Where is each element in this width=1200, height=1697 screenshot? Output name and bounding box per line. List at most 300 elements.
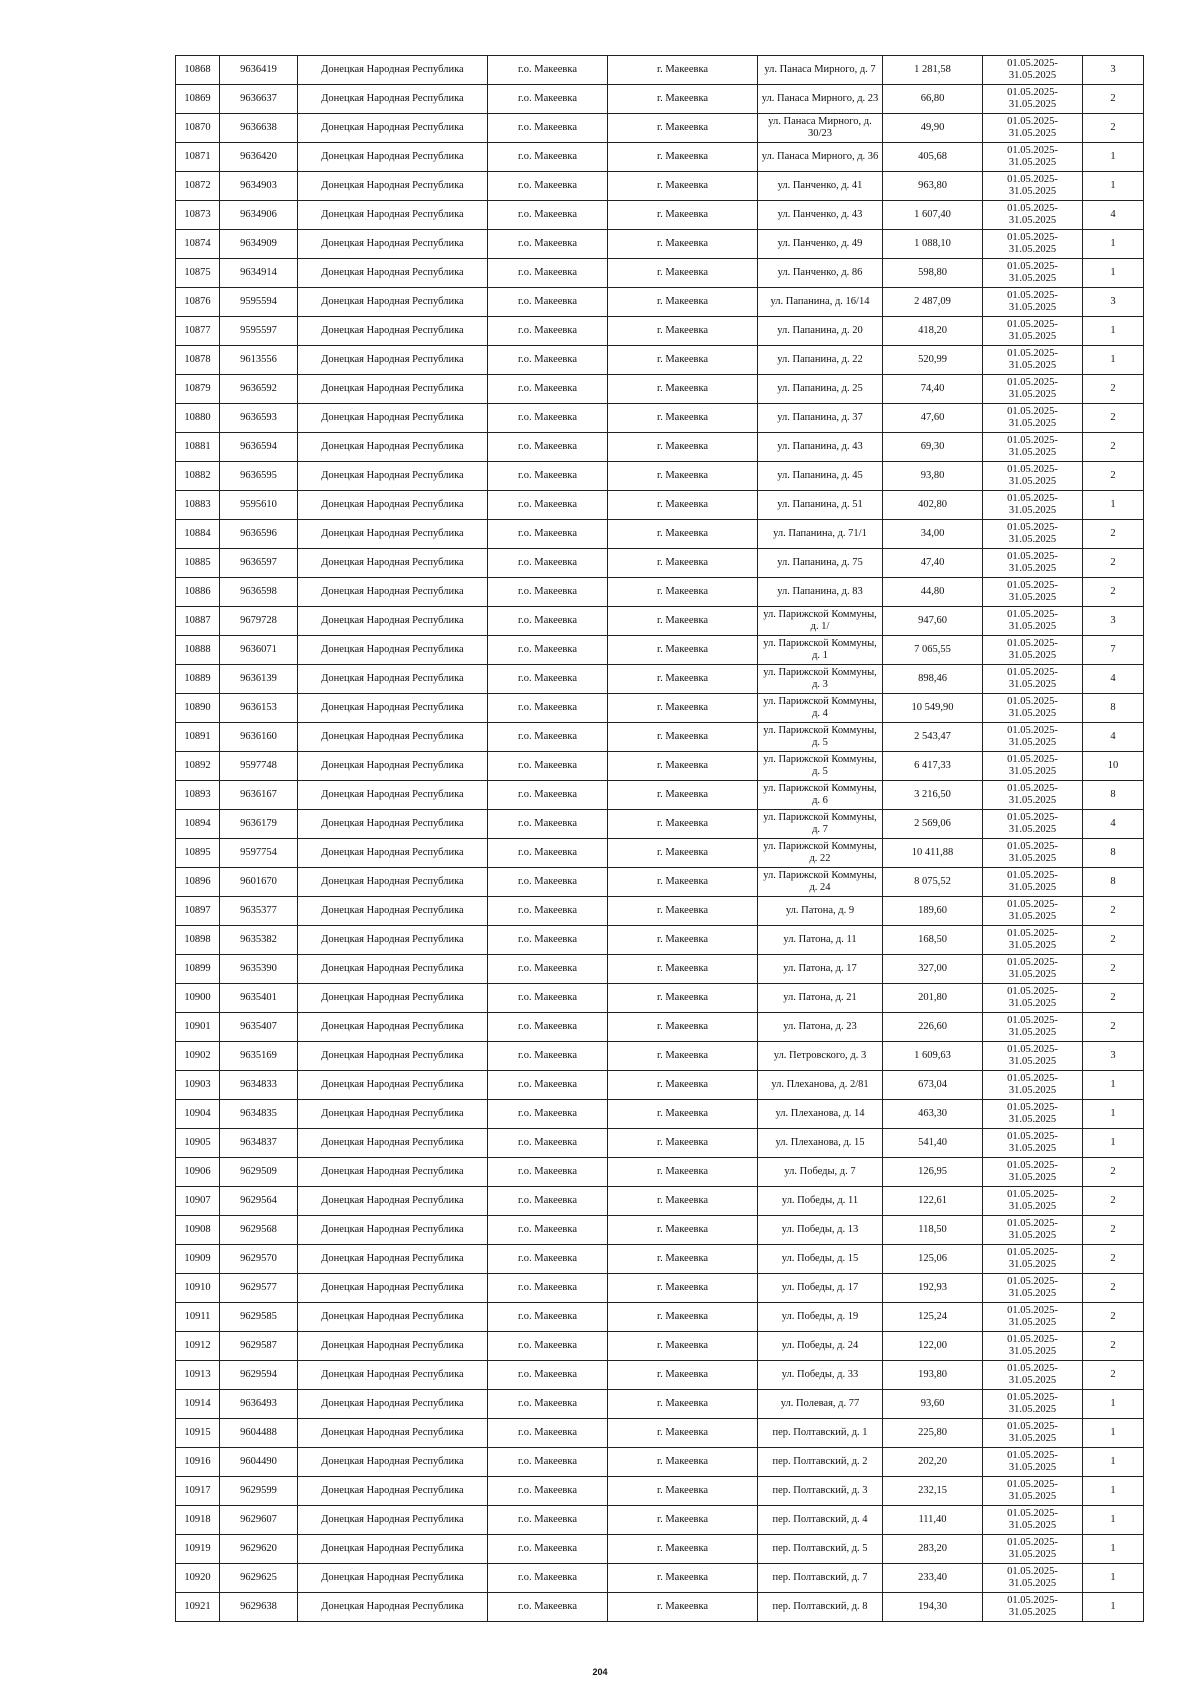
cell-city: г. Макеевка <box>608 1535 758 1564</box>
cell-row-number: 10868 <box>176 56 220 85</box>
cell-object-id: 9634835 <box>220 1100 298 1129</box>
cell-object-id: 9635407 <box>220 1013 298 1042</box>
cell-address: ул. Парижской Коммуны, д. 5 <box>758 752 883 781</box>
cell-period: 01.05.2025- 31.05.2025 <box>983 259 1083 288</box>
cell-area: 418,20 <box>883 317 983 346</box>
cell-object-id: 9597754 <box>220 839 298 868</box>
cell-city: г. Макеевка <box>608 1564 758 1593</box>
cell-period: 01.05.2025- 31.05.2025 <box>983 317 1083 346</box>
cell-object-id: 9595610 <box>220 491 298 520</box>
cell-period: 01.05.2025- 31.05.2025 <box>983 1448 1083 1477</box>
cell-count: 2 <box>1083 984 1144 1013</box>
cell-address: ул. Патона, д. 21 <box>758 984 883 1013</box>
cell-region: Донецкая Народная Республика <box>298 723 488 752</box>
cell-city: г. Макеевка <box>608 1100 758 1129</box>
cell-period: 01.05.2025- 31.05.2025 <box>983 346 1083 375</box>
cell-region: Донецкая Народная Республика <box>298 984 488 1013</box>
cell-city: г. Макеевка <box>608 810 758 839</box>
cell-object-id: 9634903 <box>220 172 298 201</box>
cell-city: г. Макеевка <box>608 549 758 578</box>
cell-region: Донецкая Народная Республика <box>298 172 488 201</box>
cell-region: Донецкая Народная Республика <box>298 926 488 955</box>
cell-object-id: 9635169 <box>220 1042 298 1071</box>
cell-period: 01.05.2025- 31.05.2025 <box>983 1593 1083 1622</box>
cell-municipality: г.о. Макеевка <box>488 56 608 85</box>
cell-period: 01.05.2025- 31.05.2025 <box>983 665 1083 694</box>
cell-address: ул. Папанина, д. 16/14 <box>758 288 883 317</box>
cell-address: ул. Полевая, д. 77 <box>758 1390 883 1419</box>
cell-row-number: 10892 <box>176 752 220 781</box>
cell-count: 2 <box>1083 578 1144 607</box>
cell-area: 233,40 <box>883 1564 983 1593</box>
table-row <box>176 1332 1144 1361</box>
table-row <box>176 1361 1144 1390</box>
cell-region: Донецкая Народная Республика <box>298 1419 488 1448</box>
cell-count: 1 <box>1083 317 1144 346</box>
cell-count: 1 <box>1083 491 1144 520</box>
cell-row-number: 10909 <box>176 1245 220 1274</box>
cell-region: Донецкая Народная Республика <box>298 1129 488 1158</box>
cell-region: Донецкая Народная Республика <box>298 665 488 694</box>
cell-object-id: 9629564 <box>220 1187 298 1216</box>
cell-count: 2 <box>1083 1332 1144 1361</box>
cell-object-id: 9634914 <box>220 259 298 288</box>
cell-period: 01.05.2025- 31.05.2025 <box>983 636 1083 665</box>
cell-object-id: 9629594 <box>220 1361 298 1390</box>
cell-object-id: 9595597 <box>220 317 298 346</box>
cell-address: ул. Папанина, д. 43 <box>758 433 883 462</box>
cell-municipality: г.о. Макеевка <box>488 1100 608 1129</box>
cell-city: г. Макеевка <box>608 404 758 433</box>
cell-object-id: 9636592 <box>220 375 298 404</box>
cell-count: 1 <box>1083 1564 1144 1593</box>
cell-municipality: г.о. Макеевка <box>488 955 608 984</box>
cell-row-number: 10911 <box>176 1303 220 1332</box>
table-row <box>176 578 1144 607</box>
cell-municipality: г.о. Макеевка <box>488 926 608 955</box>
registry-table-body <box>176 56 1144 1622</box>
cell-city: г. Макеевка <box>608 636 758 665</box>
cell-municipality: г.о. Макеевка <box>488 172 608 201</box>
cell-row-number: 10899 <box>176 955 220 984</box>
cell-city: г. Макеевка <box>608 781 758 810</box>
table-row <box>176 1187 1144 1216</box>
cell-period: 01.05.2025- 31.05.2025 <box>983 1100 1083 1129</box>
cell-region: Донецкая Народная Республика <box>298 56 488 85</box>
cell-row-number: 10921 <box>176 1593 220 1622</box>
cell-period: 01.05.2025- 31.05.2025 <box>983 1216 1083 1245</box>
cell-municipality: г.о. Макеевка <box>488 1506 608 1535</box>
cell-municipality: г.о. Макеевка <box>488 897 608 926</box>
cell-count: 4 <box>1083 201 1144 230</box>
cell-count: 2 <box>1083 462 1144 491</box>
cell-count: 10 <box>1083 752 1144 781</box>
cell-region: Донецкая Народная Республика <box>298 1071 488 1100</box>
cell-period: 01.05.2025- 31.05.2025 <box>983 1506 1083 1535</box>
cell-count: 2 <box>1083 1187 1144 1216</box>
cell-object-id: 9634906 <box>220 201 298 230</box>
table-row <box>176 665 1144 694</box>
table-row <box>176 259 1144 288</box>
table-row <box>176 201 1144 230</box>
cell-region: Донецкая Народная Республика <box>298 346 488 375</box>
cell-object-id: 9636139 <box>220 665 298 694</box>
cell-region: Донецкая Народная Республика <box>298 1303 488 1332</box>
cell-address: ул. Панченко, д. 49 <box>758 230 883 259</box>
cell-region: Донецкая Народная Республика <box>298 85 488 114</box>
cell-municipality: г.о. Макеевка <box>488 694 608 723</box>
cell-period: 01.05.2025- 31.05.2025 <box>983 1129 1083 1158</box>
cell-count: 2 <box>1083 955 1144 984</box>
cell-city: г. Макеевка <box>608 723 758 752</box>
cell-count: 1 <box>1083 1448 1144 1477</box>
cell-city: г. Макеевка <box>608 984 758 1013</box>
cell-address: ул. Папанина, д. 75 <box>758 549 883 578</box>
table-row <box>176 462 1144 491</box>
cell-municipality: г.о. Макеевка <box>488 665 608 694</box>
cell-area: 93,80 <box>883 462 983 491</box>
cell-object-id: 9629568 <box>220 1216 298 1245</box>
cell-period: 01.05.2025- 31.05.2025 <box>983 404 1083 433</box>
cell-region: Донецкая Народная Республика <box>298 1274 488 1303</box>
cell-object-id: 9636638 <box>220 114 298 143</box>
cell-row-number: 10891 <box>176 723 220 752</box>
cell-municipality: г.о. Макеевка <box>488 1042 608 1071</box>
cell-period: 01.05.2025- 31.05.2025 <box>983 1013 1083 1042</box>
cell-period: 01.05.2025- 31.05.2025 <box>983 143 1083 172</box>
table-row <box>176 1564 1144 1593</box>
cell-count: 1 <box>1083 1477 1144 1506</box>
cell-object-id: 9636493 <box>220 1390 298 1419</box>
table-row <box>176 636 1144 665</box>
cell-period: 01.05.2025- 31.05.2025 <box>983 1332 1083 1361</box>
table-row <box>176 1419 1144 1448</box>
cell-address: ул. Победы, д. 17 <box>758 1274 883 1303</box>
cell-row-number: 10880 <box>176 404 220 433</box>
cell-city: г. Макеевка <box>608 491 758 520</box>
cell-count: 2 <box>1083 520 1144 549</box>
cell-address: пер. Полтавский, д. 5 <box>758 1535 883 1564</box>
cell-count: 1 <box>1083 1100 1144 1129</box>
cell-city: г. Макеевка <box>608 1506 758 1535</box>
cell-period: 01.05.2025- 31.05.2025 <box>983 926 1083 955</box>
cell-city: г. Макеевка <box>608 433 758 462</box>
cell-period: 01.05.2025- 31.05.2025 <box>983 433 1083 462</box>
cell-area: 10 411,88 <box>883 839 983 868</box>
cell-city: г. Макеевка <box>608 1477 758 1506</box>
cell-region: Донецкая Народная Республика <box>298 549 488 578</box>
cell-municipality: г.о. Макеевка <box>488 636 608 665</box>
cell-city: г. Макеевка <box>608 1216 758 1245</box>
cell-period: 01.05.2025- 31.05.2025 <box>983 694 1083 723</box>
cell-count: 8 <box>1083 781 1144 810</box>
cell-row-number: 10898 <box>176 926 220 955</box>
cell-region: Донецкая Народная Республика <box>298 752 488 781</box>
cell-row-number: 10870 <box>176 114 220 143</box>
cell-period: 01.05.2025- 31.05.2025 <box>983 578 1083 607</box>
table-row <box>176 694 1144 723</box>
table-row <box>176 810 1144 839</box>
cell-row-number: 10903 <box>176 1071 220 1100</box>
table-row <box>176 288 1144 317</box>
cell-address: пер. Полтавский, д. 7 <box>758 1564 883 1593</box>
cell-address: ул. Патона, д. 23 <box>758 1013 883 1042</box>
table-row <box>176 114 1144 143</box>
table-row <box>176 926 1144 955</box>
cell-row-number: 10894 <box>176 810 220 839</box>
cell-object-id: 9629585 <box>220 1303 298 1332</box>
cell-region: Донецкая Народная Республика <box>298 1332 488 1361</box>
cell-region: Донецкая Народная Республика <box>298 230 488 259</box>
cell-city: г. Макеевка <box>608 1187 758 1216</box>
cell-city: г. Макеевка <box>608 1332 758 1361</box>
cell-address: ул. Победы, д. 7 <box>758 1158 883 1187</box>
cell-municipality: г.о. Макеевка <box>488 1361 608 1390</box>
cell-object-id: 9634833 <box>220 1071 298 1100</box>
cell-period: 01.05.2025- 31.05.2025 <box>983 781 1083 810</box>
cell-count: 2 <box>1083 375 1144 404</box>
cell-object-id: 9604490 <box>220 1448 298 1477</box>
cell-area: 93,60 <box>883 1390 983 1419</box>
cell-municipality: г.о. Макеевка <box>488 549 608 578</box>
cell-count: 2 <box>1083 1216 1144 1245</box>
cell-region: Донецкая Народная Республика <box>298 1100 488 1129</box>
table-row <box>176 752 1144 781</box>
cell-area: 327,00 <box>883 955 983 984</box>
cell-municipality: г.о. Макеевка <box>488 462 608 491</box>
table-row <box>176 85 1144 114</box>
cell-row-number: 10906 <box>176 1158 220 1187</box>
cell-area: 125,24 <box>883 1303 983 1332</box>
cell-address: ул. Панченко, д. 86 <box>758 259 883 288</box>
cell-address: ул. Панаса Мирного, д. 36 <box>758 143 883 172</box>
cell-address: ул. Панаса Мирного, д. 7 <box>758 56 883 85</box>
cell-area: 47,60 <box>883 404 983 433</box>
cell-object-id: 9636153 <box>220 694 298 723</box>
cell-address: пер. Полтавский, д. 8 <box>758 1593 883 1622</box>
cell-count: 4 <box>1083 665 1144 694</box>
cell-period: 01.05.2025- 31.05.2025 <box>983 1042 1083 1071</box>
cell-row-number: 10878 <box>176 346 220 375</box>
table-row <box>176 56 1144 85</box>
cell-municipality: г.о. Макеевка <box>488 1332 608 1361</box>
cell-region: Донецкая Народная Республика <box>298 897 488 926</box>
cell-area: 7 065,55 <box>883 636 983 665</box>
cell-municipality: г.о. Макеевка <box>488 1013 608 1042</box>
cell-period: 01.05.2025- 31.05.2025 <box>983 85 1083 114</box>
cell-count: 2 <box>1083 1303 1144 1332</box>
cell-city: г. Макеевка <box>608 1448 758 1477</box>
cell-row-number: 10877 <box>176 317 220 346</box>
cell-area: 189,60 <box>883 897 983 926</box>
cell-region: Донецкая Народная Республика <box>298 607 488 636</box>
cell-row-number: 10918 <box>176 1506 220 1535</box>
table-row <box>176 1506 1144 1535</box>
cell-area: 193,80 <box>883 1361 983 1390</box>
cell-row-number: 10889 <box>176 665 220 694</box>
cell-area: 1 609,63 <box>883 1042 983 1071</box>
cell-area: 283,20 <box>883 1535 983 1564</box>
cell-object-id: 9629625 <box>220 1564 298 1593</box>
table-row <box>176 839 1144 868</box>
cell-row-number: 10902 <box>176 1042 220 1071</box>
cell-period: 01.05.2025- 31.05.2025 <box>983 810 1083 839</box>
cell-municipality: г.о. Макеевка <box>488 868 608 897</box>
cell-object-id: 9634909 <box>220 230 298 259</box>
cell-region: Донецкая Народная Республика <box>298 1245 488 1274</box>
cell-count: 2 <box>1083 1013 1144 1042</box>
cell-address: ул. Панаса Мирного, д. 23 <box>758 85 883 114</box>
cell-row-number: 10873 <box>176 201 220 230</box>
cell-object-id: 9636420 <box>220 143 298 172</box>
cell-period: 01.05.2025- 31.05.2025 <box>983 1390 1083 1419</box>
cell-municipality: г.о. Макеевка <box>488 288 608 317</box>
cell-area: 69,30 <box>883 433 983 462</box>
cell-address: пер. Полтавский, д. 2 <box>758 1448 883 1477</box>
cell-address: ул. Победы, д. 33 <box>758 1361 883 1390</box>
cell-address: ул. Парижской Коммуны, д. 1/ <box>758 607 883 636</box>
cell-period: 01.05.2025- 31.05.2025 <box>983 1187 1083 1216</box>
cell-region: Донецкая Народная Республика <box>298 288 488 317</box>
cell-object-id: 9636419 <box>220 56 298 85</box>
cell-period: 01.05.2025- 31.05.2025 <box>983 1303 1083 1332</box>
cell-count: 1 <box>1083 1535 1144 1564</box>
cell-municipality: г.о. Макеевка <box>488 1419 608 1448</box>
cell-area: 541,40 <box>883 1129 983 1158</box>
cell-city: г. Макеевка <box>608 607 758 636</box>
cell-city: г. Макеевка <box>608 520 758 549</box>
cell-region: Донецкая Народная Республика <box>298 1593 488 1622</box>
cell-region: Донецкая Народная Республика <box>298 955 488 984</box>
table-row <box>176 723 1144 752</box>
cell-municipality: г.о. Макеевка <box>488 114 608 143</box>
cell-region: Донецкая Народная Республика <box>298 1361 488 1390</box>
cell-city: г. Макеевка <box>608 665 758 694</box>
cell-row-number: 10901 <box>176 1013 220 1042</box>
cell-period: 01.05.2025- 31.05.2025 <box>983 984 1083 1013</box>
cell-area: 2 543,47 <box>883 723 983 752</box>
cell-area: 47,40 <box>883 549 983 578</box>
cell-period: 01.05.2025- 31.05.2025 <box>983 549 1083 578</box>
cell-count: 2 <box>1083 1274 1144 1303</box>
cell-city: г. Макеевка <box>608 1361 758 1390</box>
cell-municipality: г.о. Макеевка <box>488 85 608 114</box>
table-row <box>176 1013 1144 1042</box>
cell-row-number: 10884 <box>176 520 220 549</box>
cell-object-id: 9613556 <box>220 346 298 375</box>
table-row <box>176 1042 1144 1071</box>
cell-address: ул. Победы, д. 24 <box>758 1332 883 1361</box>
cell-city: г. Макеевка <box>608 56 758 85</box>
cell-period: 01.05.2025- 31.05.2025 <box>983 114 1083 143</box>
table-row <box>176 868 1144 897</box>
cell-count: 8 <box>1083 839 1144 868</box>
cell-address: ул. Парижской Коммуны, д. 3 <box>758 665 883 694</box>
cell-period: 01.05.2025- 31.05.2025 <box>983 1535 1083 1564</box>
registry-table <box>175 55 1144 1622</box>
cell-area: 8 075,52 <box>883 868 983 897</box>
cell-region: Донецкая Народная Республика <box>298 143 488 172</box>
cell-object-id: 9629607 <box>220 1506 298 1535</box>
cell-area: 168,50 <box>883 926 983 955</box>
table-row <box>176 984 1144 1013</box>
cell-municipality: г.о. Макеевка <box>488 723 608 752</box>
cell-city: г. Макеевка <box>608 1129 758 1158</box>
cell-period: 01.05.2025- 31.05.2025 <box>983 868 1083 897</box>
cell-area: 49,90 <box>883 114 983 143</box>
cell-city: г. Макеевка <box>608 85 758 114</box>
cell-city: г. Макеевка <box>608 288 758 317</box>
cell-city: г. Макеевка <box>608 868 758 897</box>
cell-period: 01.05.2025- 31.05.2025 <box>983 1564 1083 1593</box>
cell-city: г. Макеевка <box>608 897 758 926</box>
table-row <box>176 1535 1144 1564</box>
cell-period: 01.05.2025- 31.05.2025 <box>983 723 1083 752</box>
cell-address: ул. Папанина, д. 45 <box>758 462 883 491</box>
cell-address: ул. Победы, д. 13 <box>758 1216 883 1245</box>
cell-region: Донецкая Народная Республика <box>298 1390 488 1419</box>
cell-object-id: 9636167 <box>220 781 298 810</box>
cell-object-id: 9636179 <box>220 810 298 839</box>
cell-area: 2 569,06 <box>883 810 983 839</box>
cell-area: 3 216,50 <box>883 781 983 810</box>
table-row <box>176 1216 1144 1245</box>
cell-region: Донецкая Народная Республика <box>298 1042 488 1071</box>
cell-address: ул. Папанина, д. 71/1 <box>758 520 883 549</box>
cell-object-id: 9636071 <box>220 636 298 665</box>
cell-area: 202,20 <box>883 1448 983 1477</box>
cell-region: Донецкая Народная Республика <box>298 201 488 230</box>
table-row <box>176 520 1144 549</box>
cell-city: г. Макеевка <box>608 346 758 375</box>
cell-municipality: г.о. Макеевка <box>488 1245 608 1274</box>
cell-period: 01.05.2025- 31.05.2025 <box>983 462 1083 491</box>
cell-count: 2 <box>1083 897 1144 926</box>
cell-region: Донецкая Народная Республика <box>298 1506 488 1535</box>
cell-area: 402,80 <box>883 491 983 520</box>
cell-period: 01.05.2025- 31.05.2025 <box>983 1071 1083 1100</box>
cell-object-id: 9601670 <box>220 868 298 897</box>
cell-region: Донецкая Народная Республика <box>298 375 488 404</box>
cell-row-number: 10874 <box>176 230 220 259</box>
cell-address: ул. Парижской Коммуны, д. 6 <box>758 781 883 810</box>
cell-count: 1 <box>1083 1129 1144 1158</box>
cell-region: Донецкая Народная Республика <box>298 114 488 143</box>
cell-object-id: 9635377 <box>220 897 298 926</box>
table-row <box>176 1245 1144 1274</box>
cell-region: Донецкая Народная Республика <box>298 578 488 607</box>
cell-municipality: г.о. Макеевка <box>488 839 608 868</box>
cell-address: ул. Папанина, д. 22 <box>758 346 883 375</box>
cell-object-id: 9636637 <box>220 85 298 114</box>
cell-area: 122,61 <box>883 1187 983 1216</box>
registry-table-wrapper <box>175 55 1143 1622</box>
cell-region: Донецкая Народная Республика <box>298 1013 488 1042</box>
cell-object-id: 9636594 <box>220 433 298 462</box>
cell-count: 1 <box>1083 346 1144 375</box>
table-row <box>176 781 1144 810</box>
cell-city: г. Макеевка <box>608 1274 758 1303</box>
table-row <box>176 143 1144 172</box>
cell-address: ул. Парижской Коммуны, д. 24 <box>758 868 883 897</box>
cell-city: г. Макеевка <box>608 955 758 984</box>
cell-object-id: 9634837 <box>220 1129 298 1158</box>
cell-area: 34,00 <box>883 520 983 549</box>
cell-city: г. Макеевка <box>608 926 758 955</box>
cell-municipality: г.о. Макеевка <box>488 607 608 636</box>
cell-period: 01.05.2025- 31.05.2025 <box>983 897 1083 926</box>
cell-count: 1 <box>1083 259 1144 288</box>
